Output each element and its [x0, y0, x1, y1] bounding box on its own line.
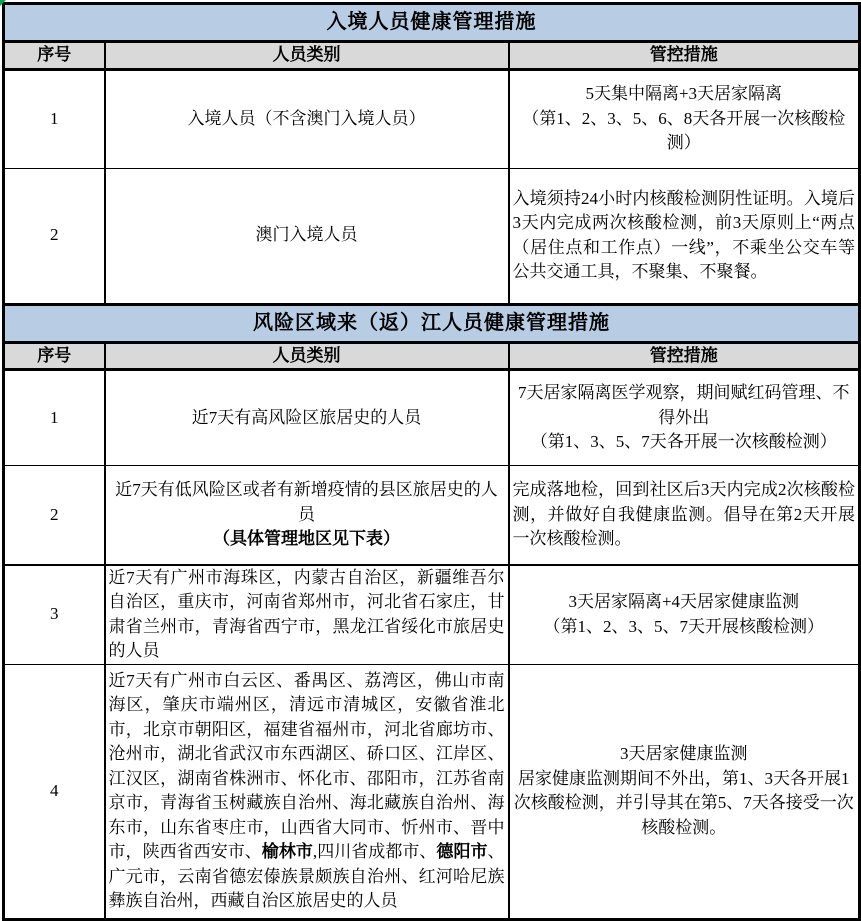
cell-text [109, 223, 505, 248]
control-measures-cell [509, 69, 860, 168]
control-measures-cell [509, 565, 860, 665]
cell-text [109, 107, 505, 132]
cell-line: （第1、2、3、5、6、8天各开展一次核酸检测） [522, 108, 846, 153]
cell-text [109, 669, 505, 914]
column-header-category: 人员类别 [105, 42, 509, 70]
person-category-cell [105, 370, 509, 466]
bold-text: （具体管理地区见下表） [213, 529, 400, 548]
row-index-cell: 3 [4, 565, 105, 665]
row-index-cell: 2 [4, 168, 105, 304]
column-header-measures: 管控措施 [509, 342, 860, 370]
cell-text [513, 381, 856, 455]
cell-line: 近7天有广州市海珠区，内蒙古自治区，新疆维吾尔自治区，重庆市，河南省郑州市，河北省石家庄，甘肃省兰州市，青海省西宁市，黑龙江省绥化市旅居史的人员 [108, 567, 505, 660]
table-row [4, 565, 860, 665]
cell-text [513, 478, 856, 552]
control-measures-cell [509, 664, 860, 919]
column-header-measures: 管控措施 [509, 42, 860, 70]
control-measures-cell [509, 466, 860, 565]
section-title: 风险区域来（返）江人员健康管理措施 [4, 304, 860, 342]
person-category-cell [105, 466, 509, 565]
row-index-cell: 2 [4, 466, 105, 565]
cell-line [109, 527, 505, 552]
cell-line: 入境须持24小时内核酸检测阴性证明。入境后3天内完成两次核酸检测，前3天原则上“两点（居住点和工作点）一线”，不乘坐公交车等公共交通工具，不聚集、不聚餐。 [512, 188, 855, 281]
bold-text: 德阳市 [436, 842, 488, 861]
section-title-row [4, 304, 860, 342]
cell-line: 3天居家隔离+4天居家健康监测 [568, 592, 800, 611]
column-header-index: 序号 [4, 42, 105, 70]
table-row [4, 69, 860, 168]
cell-text [109, 566, 505, 664]
table-row [4, 168, 860, 304]
person-category-cell [105, 664, 509, 919]
row-index-cell: 1 [4, 69, 105, 168]
cell-line: （第1、3、5、7天各开展一次核酸检测） [530, 432, 837, 452]
cell-text [513, 187, 856, 285]
column-header-row [4, 42, 860, 70]
cell-text [109, 406, 505, 431]
row-index-cell: 4 [4, 664, 105, 919]
control-measures-cell [509, 168, 860, 304]
cell-text [109, 478, 505, 552]
cell-line: 入境人员（不含澳门入境人员） [187, 108, 426, 128]
cell-line: 近7天有高风险区旅居史的人员 [191, 407, 422, 427]
table-row [4, 466, 860, 565]
person-category-cell [105, 565, 509, 665]
row-index-cell: 1 [4, 370, 105, 466]
column-header-row [4, 342, 860, 370]
person-category-cell [105, 168, 509, 304]
health-measures-table [2, 2, 861, 921]
cell-line: 近7天有广州市白云区、番禺区、荔湾区，佛山市南海区，肇庆市端州区，清远市清城区，安徽省淮北市，北京市朝阳区，福建省福州市，河北省廊坊市、沧州市，湖北省武汉市东西湖区、硚口区、江岸区、江汉区，湖南省株洲市、怀化市、邵阳市，江苏省南京市，青海省玉树藏族自治州、海北藏族自治州、海东市，山东省枣庄市，山西省大同市、忻州市、晋中市，陕西省西安市、榆林市,四川省成都市、德阳市、广元市，云南省德宏傣族景颇族自治州、红河哈尼族彝族自治州，西藏自治区旅居史的人员 [108, 670, 505, 910]
cell-line: 5天集中隔离+3天居家隔离 [585, 84, 783, 104]
table-row [4, 664, 860, 919]
column-header-index: 序号 [4, 342, 105, 370]
cell-text [513, 82, 856, 156]
cell-line: 澳门入境人员 [255, 225, 358, 245]
cell-line: 近7天有低风险区或者有新增疫情的县区旅居史的人员 [115, 480, 498, 524]
person-category-cell [105, 69, 509, 168]
cell-line: 居家健康监测期间不外出，第1、3天各开展1次核酸检测，并引导其在第5、7天各接受一次核酸检测。 [513, 768, 854, 837]
cell-text [513, 742, 856, 840]
cell-line: 3天居家健康监测 [620, 744, 748, 763]
section-title: 入境人员健康管理措施 [4, 4, 860, 42]
table-body [4, 4, 860, 920]
control-measures-cell [509, 370, 860, 466]
cell-line: 7天居家隔离医学观察，期间赋红码管理、不得外出 [518, 383, 850, 427]
table-row [4, 370, 860, 466]
section-title-row [4, 4, 860, 42]
bold-text: 榆林市 [261, 842, 313, 861]
column-header-category: 人员类别 [105, 342, 509, 370]
cell-text [513, 590, 856, 639]
cell-line: （第1、2、3、5、7天开展核酸检测） [543, 616, 824, 636]
cell-line: 完成落地检，回到社区后3天内完成2次核酸检测，并做好自我健康监测。倡导在第2天开展一次核酸检测。 [512, 480, 855, 548]
